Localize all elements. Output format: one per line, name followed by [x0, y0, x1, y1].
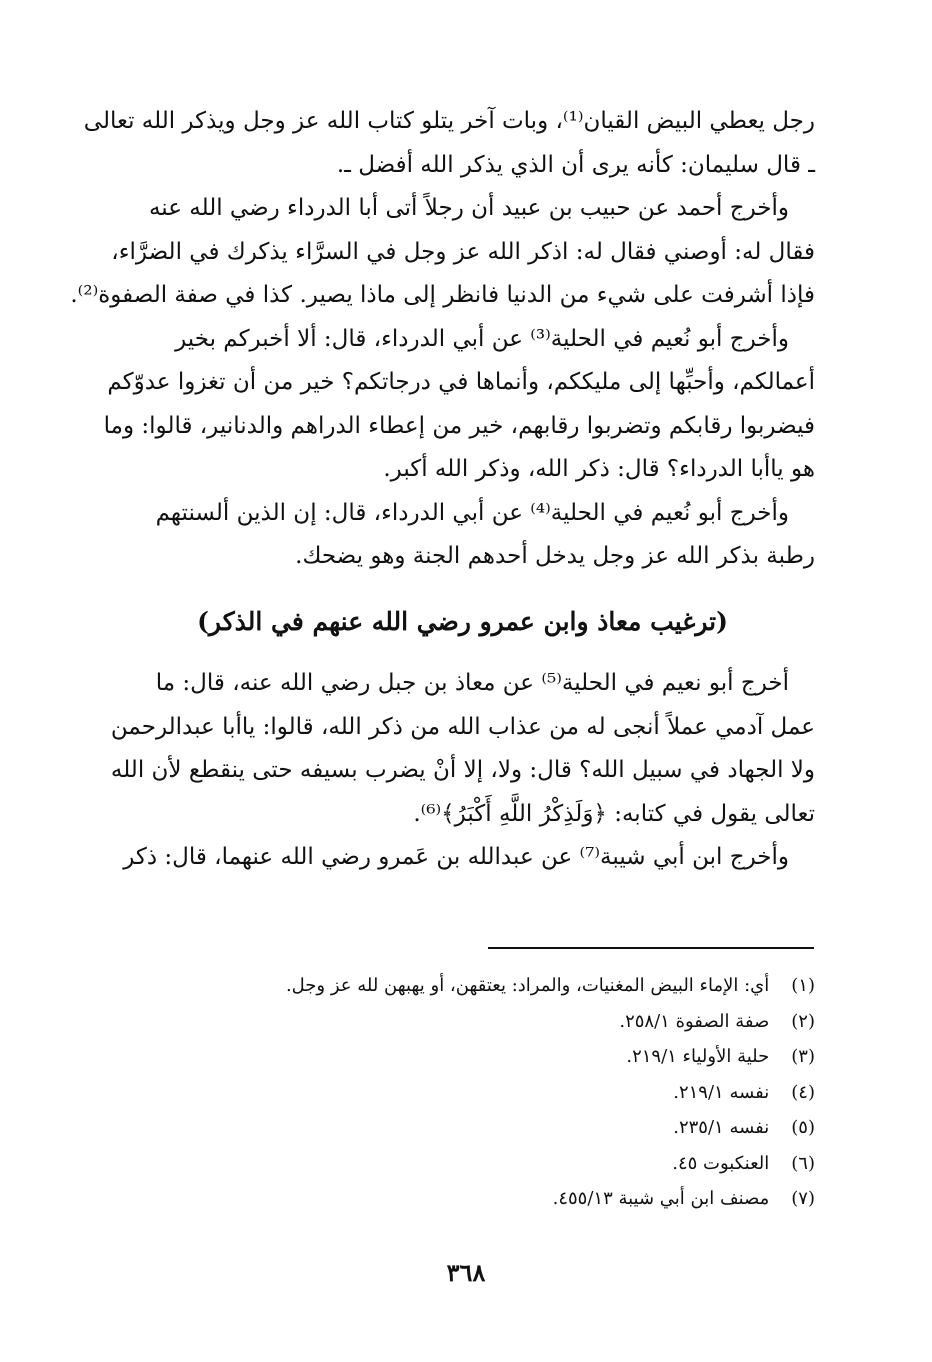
- footnote-text: نفسه ٢١٩/١.: [673, 1081, 770, 1103]
- text-line: فيضربوا رقابكم وتضربوا رقابهم، خير من إعطاء الدراهم والدنانير، قالوا: وما: [103, 412, 815, 439]
- text-line: تعالى يقول في كتابه: ﴿وَلَذِكْرُ اللَّهِ أَكْبَرُ﴾⁽⁶⁾.: [413, 800, 815, 827]
- text-line: هو ياأبا الدرداء؟ قال: ذكر الله، وذكر الله أكبر.: [383, 456, 815, 482]
- text-line: أعمالكم، وأحبِّها إلى مليككم، وأنماها في درجاتكم؟ خير من أن تغزوا عدوّكم: [107, 369, 815, 395]
- section-heading: (ترغيب معاذ وابن عمرو رضي الله عنهم في الذكر): [197, 607, 728, 636]
- footnote-item: [110, 1039, 815, 1075]
- section-text-block: [110, 662, 815, 880]
- text-line: فإذا أشرفت على شيء من الدنيا فانظر إلى ماذا يصير. كذا في صفة الصفوة⁽²⁾.: [70, 282, 815, 308]
- footnote-number: (٢): [791, 1010, 815, 1032]
- footnote-text: أي: الإماء البيض المغنيات، والمراد: يعتقهن، أو يهبهن لله عز وجل.: [285, 975, 770, 996]
- footnote-text: نفسه ٢٣٥/١.: [673, 1117, 770, 1138]
- footnote-item: [110, 968, 815, 1004]
- page-number: ٣٦٨: [446, 1258, 486, 1287]
- text-line: ولا الجهاد في سبيل الله؟ قال: ولا، إلا أنْ يضرب بسيفه حتى ينقطع لأن الله: [110, 757, 815, 783]
- text-line: عمل آدمي عملاً أنجى له من عذاب الله من ذكر الله، قالوا: ياأبا عبدالرحمن: [110, 713, 815, 740]
- text-line: وأخرج أحمد عن حبيب بن عبيد أن رجلاً أتى أبا الدرداء رضي الله عنه: [148, 195, 789, 221]
- footnote-number: (٤): [791, 1081, 815, 1103]
- footnote-divider: [488, 947, 814, 949]
- footnote-item: [110, 1004, 815, 1040]
- footnote-item: [110, 1075, 815, 1111]
- text-line: فقال له: أوصني فقال له: اذكر الله عز وجل في السرَّاء يذكرك في الضرَّاء،: [111, 238, 815, 265]
- text-line: ـ قال سليمان: كأنه يرى أن الذي يذكر الله أفضل ـ.: [336, 151, 815, 178]
- text-line: وأخرج أبو نُعيم في الحلية⁽³⁾ عن أبي الدرداء، قال: ألا أخبركم بخير: [175, 325, 789, 352]
- text-line: رجل يعطي البيض القيان⁽¹⁾، وبات آخر يتلو كتاب الله عز وجل ويذكر الله تعالى: [83, 108, 815, 134]
- footnote-number: (٧): [791, 1188, 815, 1209]
- footnote-text: مصنف ابن أبي شيبة ٤٥٥/١٣.: [552, 1188, 770, 1209]
- footnote-number: (١): [791, 975, 815, 996]
- footnotes-list: [110, 968, 815, 1217]
- footnote-number: (٦): [791, 1152, 815, 1174]
- footnote-number: (٣): [791, 1046, 815, 1067]
- text-line: أخرج أبو نعيم في الحلية⁽⁵⁾ عن معاذ بن جبل رضي الله عنه، قال: ما: [155, 670, 789, 696]
- main-text-block: [70, 100, 815, 579]
- text-line: وأخرج أبو نُعيم في الحلية⁽⁴⁾ عن أبي الدرداء، قال: إن الذين ألسنتهم: [155, 499, 789, 526]
- footnote-text: حلية الأولياء ٢١٩/١.: [626, 1046, 770, 1067]
- footnote-item: [110, 1181, 815, 1217]
- text-line: وأخرج ابن أبي شيبة⁽⁷⁾ عن عبدالله بن عَمرو رضي الله عنهما، قال: ذكر: [123, 844, 789, 870]
- footnote-number: (٥): [791, 1117, 815, 1138]
- footnote-item: [110, 1110, 815, 1146]
- footnote-item: [110, 1146, 815, 1182]
- text-line: رطبة بذكر الله عز وجل يدخل أحدهم الجنة وهو يضحك.: [295, 543, 815, 569]
- footnote-text: صفة الصفوة ٢٥٨/١.: [619, 1010, 770, 1032]
- footnote-text: العنكبوت ٤٥.: [672, 1152, 770, 1174]
